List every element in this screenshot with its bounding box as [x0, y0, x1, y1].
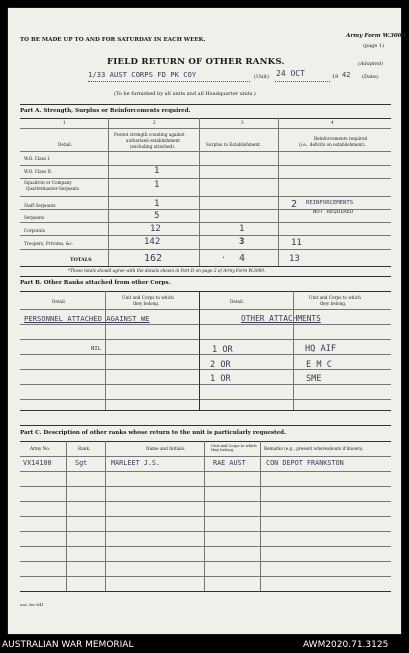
part-b-col-unit-right-l1: Unit and Corps to which [309, 295, 361, 300]
part-c-rank: Sgt [75, 459, 88, 467]
part-c-unit: RAE AUST [213, 459, 246, 467]
part-c-remarks: CON DEPOT FRANKSTON [266, 459, 344, 467]
part-c-col-rank: Rank. [78, 446, 91, 451]
page-number: (page 1) [363, 43, 385, 49]
row-label-sjt: Serjeants [24, 215, 45, 220]
part-c-col-name: Name and Initials. [146, 446, 186, 451]
posted-pte: 142 [144, 237, 161, 247]
col-number-4: 4 [331, 120, 334, 125]
date-year: 42 [342, 71, 351, 79]
col-number-2: 2 [153, 120, 156, 125]
part-b-right-detail-2: 2 OR [210, 360, 231, 370]
total-surplus: 4 [239, 253, 246, 264]
part-b-right-unit-2: E M C [306, 360, 332, 370]
unit-value: 1/33 AUST CORPS FD PK COY [88, 70, 197, 79]
part-b-title: Part B. Other Ranks attached from other Corps. [20, 280, 171, 286]
date-value: 24 OCT [276, 69, 305, 78]
part-c-name: MARLEET J.S. [111, 459, 161, 467]
part-b-right-unit-1: HQ AIF [305, 344, 337, 354]
instruction-text: TO BE MADE UP TO AND FOR SATURDAY IN EACH WEEK. [20, 37, 206, 43]
part-a-col-surplus: Surplus to Establishment. [206, 142, 262, 147]
row-label-cpl: Corporals [24, 228, 45, 233]
part-a-col-posted-l1: Posted strength counting against [114, 132, 185, 137]
adapted-note: (Adapted) [358, 61, 384, 67]
col-number-3: 3 [241, 120, 244, 125]
furnish-note: (To be furnished by all units and all Headquarter units.) [114, 91, 256, 97]
part-a-col-reinf-l2: (i.e., deficits on establishment). [299, 142, 366, 147]
reinf-staff-sjt: 2 [291, 199, 298, 210]
posted-cqms: 1 [154, 180, 160, 190]
part-b-right-detail-3: 1 OR [210, 374, 231, 384]
row-label-cqms-2: Quartermaster-Serjeants [26, 186, 80, 191]
part-c-col-army-no: Army No. [30, 446, 51, 451]
row-label-wo1: W.O. Class I. [24, 156, 51, 161]
part-a-title: Part A. Strength, Surplus or Reinforcements required. [20, 108, 191, 114]
reinf-note-l1: REINFORCEMENTS [306, 200, 354, 206]
unit-label: (Unit) [254, 74, 269, 80]
form-sheet [8, 8, 406, 634]
row-label-staff-sjt: Staff Serjeants [24, 203, 56, 208]
part-b-col-unit-left-l1: Unit and Corps to which [122, 295, 174, 300]
part-a-footnote: *These totals should agree with the details shown in Part D on page 2 of Army Form W.3009. [68, 268, 266, 273]
form-number: Army Form W.3009 [346, 33, 406, 39]
surplus-cpl: 1 [239, 224, 245, 234]
part-b-col-detail-right: Detail. [230, 299, 245, 304]
posted-wo2: 1 [154, 166, 160, 176]
posted-cpl: 12 [150, 224, 161, 234]
surplus-pte: 3 [239, 237, 245, 247]
col-number-1: 1 [63, 120, 66, 125]
part-b-right-detail-1: 1 OR [212, 345, 233, 355]
part-a-col-posted-l3: (excluding attached). [130, 144, 176, 149]
part-c-title: Part C. Description of other ranks whose return to the unit is particularly requested. [20, 430, 287, 436]
total-surplus-dot: · [221, 253, 226, 262]
totals-label: TOTALS [70, 257, 92, 263]
part-b-left-heading: PERSONNEL ATTACHED AGAINST WE [24, 314, 150, 323]
part-b-col-detail-left: Detail. [52, 299, 67, 304]
part-c-col-remarks: Remarks (e.g., present whereabouts if known). [264, 446, 364, 451]
part-b-col-unit-left-l2: they belong. [133, 301, 160, 306]
part-b-right-unit-3: SME [306, 374, 322, 384]
part-a-col-detail: Detail. [58, 142, 73, 147]
posted-sjt: 5 [154, 211, 160, 221]
part-a-col-reinf-l1: Reinforcements required [314, 136, 368, 141]
part-c-army-no: VX14100 [23, 459, 52, 467]
date-label: (Date). [362, 74, 380, 80]
posted-staff-sjt: 1 [154, 199, 160, 209]
date-prefix: 19 [332, 74, 339, 80]
footer-left: AUSTRALIAN WAR MEMORIAL [2, 640, 134, 650]
print-code: a.m. 3m 9/41 [20, 603, 44, 607]
total-posted: 162 [144, 253, 163, 264]
page-title: FIELD RETURN OF OTHER RANKS. [107, 57, 285, 67]
row-label-wo2: W.O. Class II. [24, 169, 53, 174]
part-a-col-posted-l2: authorised establishment [126, 138, 180, 143]
reinf-pte: 11 [291, 238, 302, 248]
row-label-cqms: Squadron or Company [24, 180, 72, 185]
part-b-right-heading: OTHER ATTACHMENTS [241, 314, 321, 323]
reinf-note-l2: NOT REQUIRED [313, 209, 354, 215]
row-label-pte: Troopers, Privates, &c. [24, 241, 74, 246]
part-b-col-unit-right-l2: they belong. [320, 301, 347, 306]
part-c-col-unit: Unit and Corps to which they belong. [211, 444, 257, 453]
footer-right: AWM2020.71.3125 [303, 640, 389, 650]
part-b-left-value: NIL [91, 346, 102, 352]
total-reinf: 13 [289, 254, 300, 264]
